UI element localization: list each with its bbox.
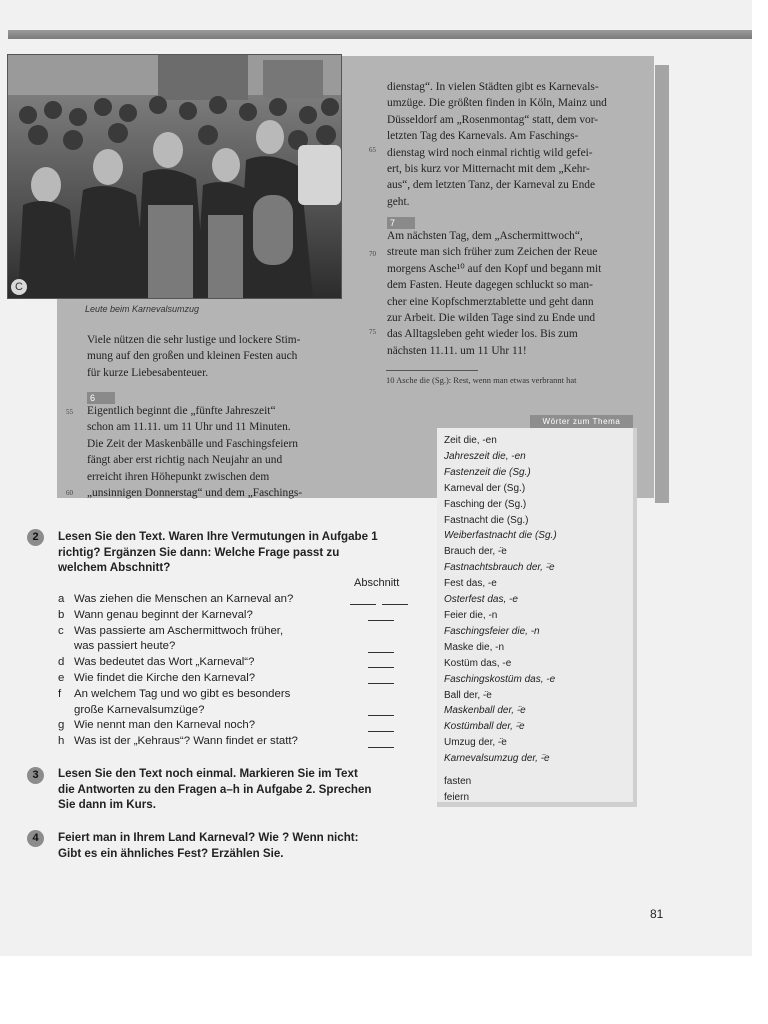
vocabulary-item: Maskenball der, -̈e xyxy=(444,705,526,717)
text-line: morgens Asche¹⁰ auf den Kopf und begann mit xyxy=(387,262,602,275)
text-line: das Alltagsleben geht wieder los. Bis zum xyxy=(387,328,578,341)
text-box-shadow xyxy=(655,65,669,503)
page-number: 81 xyxy=(650,907,664,921)
text-line: Viele nützen die sehr lustige und lockere Stim- xyxy=(87,334,301,346)
vocabulary-item: Karnevalsumzug der, -̈e xyxy=(444,753,550,765)
section-7-paragraph xyxy=(387,228,645,359)
exercise-2-instruction xyxy=(58,529,378,576)
vocabulary-item: Ball der, -̈e xyxy=(444,689,492,701)
vocabulary-item: Fest das, -e xyxy=(444,578,497,590)
text-line: dienstag wird noch einmal richtig wild gefei- xyxy=(387,146,593,159)
text-line: fängt aber erst richtig nach Neujahr an und xyxy=(87,454,283,467)
vocabulary-item: Zeit die, -en xyxy=(444,435,497,446)
vocabulary-item: Karneval der (Sg.) xyxy=(444,482,526,494)
exercise-4-instruction xyxy=(58,830,359,861)
text-line: letzten Tag des Karnevals. Am Faschings- xyxy=(387,130,579,143)
vocabulary-item: Fasching der (Sg.) xyxy=(444,498,527,510)
answer-blank-a1[interactable] xyxy=(350,604,376,605)
text-line: Die Zeit der Maskenbälle und Faschingsfeiern xyxy=(87,437,298,450)
text-line: Am nächsten Tag, dem „Aschermittwoch“, xyxy=(387,230,583,242)
text-line: nächsten 11.11. um 11 Uhr 11! xyxy=(387,344,527,357)
footnote: 10 Asche die (Sg.): Rest, wenn man etwas verbrannt hat xyxy=(386,375,577,385)
vocabulary-item: Faschingskostüm das, -e xyxy=(444,673,556,685)
vocabulary-item: Kostümball der, -̈e xyxy=(444,721,525,733)
vocabulary-item: Fastenzeit die (Sg.) xyxy=(444,466,531,478)
vocabulary-item: Feier die, -n xyxy=(444,609,498,621)
instruction-line: Gibt es ein ähnliches Fest? Erzählen Sie. xyxy=(58,846,284,860)
vocabulary-item: Jahreszeit die, -en xyxy=(444,450,526,462)
exercise-4-badge: 4 xyxy=(27,830,44,847)
text-line: schon am 11.11. um 11 Uhr und 11 Minuten. xyxy=(87,421,291,434)
line-number: 55 xyxy=(66,408,73,416)
answer-blank-b[interactable] xyxy=(368,620,394,621)
text-line: cher eine Kopfschmerztablette und geht dann xyxy=(387,295,594,308)
text-line: umzüge. Die größten finden in Köln, Mainz und xyxy=(387,97,607,110)
exercise-3-badge: 3 xyxy=(27,767,44,784)
answer-blank-g[interactable] xyxy=(368,731,394,732)
vocabulary-item: Kostüm das, -e xyxy=(444,657,512,669)
instruction-line: Sie dann im Kurs. xyxy=(58,798,156,812)
section-6-marker: 6 xyxy=(87,388,115,406)
instruction-line: richtig? Ergänzen Sie dann: Welche Frage passt zu xyxy=(58,545,340,559)
line-number: 65 xyxy=(369,146,376,154)
textbook-page: C Leute beim Karnevalsumzug Viele nützen die sehr lustige und lockere Stim- mung auf den großen und kleinen Festen auch für kurze Liebesabenteuer. 6 Eigentlich beginnt die „fünfte Jahreszeit“ schon am 11.11. um 11 Uhr und 11 Minuten. Die Zeit der Maskenbälle und Faschingsfeiern fängt aber erst richtig nach Neujahr an und erreicht ihren Höhepunkt zwischen dem „unsinnigen Donnerstag“ und dem „Faschings- 55 60 dienstag“. In vielen Städten gibt es Karnevals- umzüge. Die größten finden in Köln, Mainz und Düsseldorf am „Rosenmontag“ statt, dem vor- letzten Tag des Karnevals. Am Faschings- dienstag wird noch einmal richtig wild gefei- ert, bis kurz vor Mitternacht mit dem „Kehr- aus“, dem letzten Tanz, der Karneval zu Ende geht. 65 7 Am nächsten Tag, dem „Aschermittwoch“, streute man sich früher zum Zeichen der Reue morgens Asche¹⁰ auf den Kopf und begann mit dem Fasten. Heute dagegen schluckt so man- cher eine Kopfschmerztablette und geht dann zur Arbeit. Die wilden Tage sind zu Ende und das Alltagsleben geht wieder los. Bis zum nächsten 11.11. um 11 Uhr 11! 70 75 10 Asche die (Sg.): Rest, wenn man etwas verbrannt hat Wörter zum Thema Zeit die, -en Jahreszeit die, -en Fastenzeit die (Sg.) Karneval der (Sg.) Fasching der (Sg.) Fastnacht die (Sg.) Weiberfastnacht die (Sg.) Brauch der, -̈e Fastnachtsbrauch der, -̈e Fest das, -e Osterfest das, -e Feier die, -n Faschingsfeier die, -n Maske die, -n Kostüm das, -e Faschingskostüm das, -e Ball der, -̈e Maskenball der, -̈e Kostümball der, -̈e Umzug der, -̈e Karnevalsumzug der, -̈e fasten feiern 2 Lesen Sie den Text. Waren Ihre Vermutungen in Aufgabe 1 richtig? Ergänzen Sie dann: Welche Frage passt zu welchem Abschnitt? Abschnitt a Was ziehen die Menschen an Karneval an? b Wann genau beginnt der Karneval? c Was passierte am Aschermittwoch früher, was passiert heute? d Was bedeutet das Wort „Karneval“? e Wie findet die Kirche den Karneval? f An welchem Tag und wo gibt es besonders große Karnevalsumzüge? g Wie nennt man den Karneval noch? h Was ist der „Kehraus“? Wann findet er statt? 3 Lesen Sie den Text noch einmal. Markieren Sie im Text die Antworten zu den Fragen a–h in Aufgabe 2. Sprechen Sie dann im Kurs. 4 Feiert man in Ihrem Land Karneval? Wie ? Wenn nicht: Gibt es ein ähnliches Fest? Erzählen Sie. 81 xyxy=(0,0,752,956)
footnote-divider xyxy=(386,370,478,371)
text-line: erreicht ihren Höhepunkt zwischen dem xyxy=(87,470,270,483)
instruction-line: welchem Abschnitt? xyxy=(58,561,171,575)
abschnitt-column-header: Abschnitt xyxy=(354,577,400,589)
text-line: für kurze Liebesabenteuer. xyxy=(87,366,209,379)
answer-blank-f[interactable] xyxy=(368,715,394,716)
line-number: 60 xyxy=(66,489,73,497)
intro-paragraph xyxy=(87,332,343,381)
vocabulary-header: Wörter zum Thema xyxy=(530,415,633,428)
text-line: geht. xyxy=(387,195,410,208)
text-line: ert, bis kurz vor Mitternacht mit dem „Kehr- xyxy=(387,163,590,176)
vocabulary-item: Weiberfastnacht die (Sg.) xyxy=(444,530,557,542)
line-number: 70 xyxy=(369,250,376,258)
text-line: dem Fasten. Heute dagegen schluckt so man- xyxy=(387,279,593,292)
vocabulary-item: Umzug der, -̈e xyxy=(444,737,507,749)
vocabulary-list xyxy=(444,433,557,806)
answer-blank-c[interactable] xyxy=(368,652,394,653)
vocabulary-item: fasten xyxy=(444,776,472,788)
answer-blank-a2[interactable] xyxy=(382,604,408,605)
answer-blank-d[interactable] xyxy=(368,667,394,668)
vocabulary-item: Osterfest das, -e xyxy=(444,594,518,606)
instruction-line: Lesen Sie den Text noch einmal. Markieren Sie im Text xyxy=(58,767,358,780)
instruction-line: Lesen Sie den Text. Waren Ihre Vermutungen in Aufgabe 1 xyxy=(58,530,378,543)
vocabulary-item: feiern xyxy=(444,791,470,803)
exercise-3-instruction xyxy=(58,766,372,813)
text-line: zur Arbeit. Die wilden Tage sind zu Ende und xyxy=(387,312,596,325)
text-line: „unsinnigen Donnerstag“ und dem „Faschings- xyxy=(87,487,303,500)
carnival-photo xyxy=(7,54,342,299)
instruction-line: Feiert man in Ihrem Land Karneval? Wie ? Wenn nicht: xyxy=(58,831,359,844)
section-6-paragraph xyxy=(87,403,343,501)
answer-blank-e[interactable] xyxy=(368,683,394,684)
text-line: dienstag“. In vielen Städten gibt es Karnevals- xyxy=(387,81,599,93)
section-7-marker: 7 xyxy=(387,213,415,231)
text-line: Eigentlich beginnt die „fünfte Jahreszeit“ xyxy=(87,405,276,417)
top-rule xyxy=(8,30,752,39)
right-paragraph xyxy=(387,79,645,210)
text-line: mung auf den großen und kleinen Festen auch xyxy=(87,350,298,363)
vocabulary-item: Maske die, -n xyxy=(444,641,505,653)
instruction-line: die Antworten zu den Fragen a–h in Aufgabe 2. Sprechen xyxy=(58,782,372,796)
vocabulary-item: Fastnacht die (Sg.) xyxy=(444,514,529,526)
text-line: Düsseldorf am „Rosenmontag“ statt, dem vor- xyxy=(387,113,599,126)
text-line: aus“, dem letzten Tanz, der Karneval zu Ende xyxy=(387,179,596,192)
answer-blank-h[interactable] xyxy=(368,747,394,748)
line-number: 75 xyxy=(369,328,376,336)
exercise-2-badge: 2 xyxy=(27,529,44,546)
vocabulary-item: Brauch der, -̈e xyxy=(444,546,507,558)
text-line: streute man sich früher zum Zeichen der Reue xyxy=(387,246,598,259)
vocabulary-item: Faschingsfeier die, -n xyxy=(444,625,540,637)
copyright-badge: C xyxy=(11,279,27,295)
photo-caption: Leute beim Karnevalsumzug xyxy=(85,304,200,314)
vocabulary-item: Fastnachtsbrauch der, -̈e xyxy=(444,562,555,574)
